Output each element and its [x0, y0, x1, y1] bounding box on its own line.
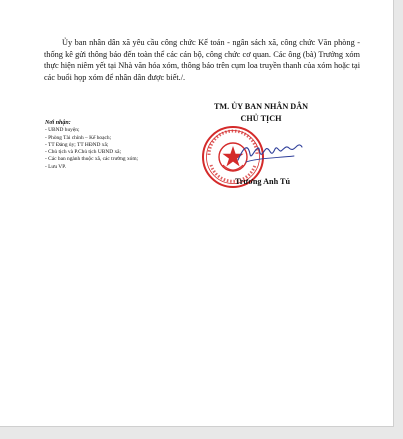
handwritten-signature-icon [236, 136, 304, 168]
signature-title [205, 101, 317, 124]
recipient-item: - Lưu VP. [45, 163, 66, 170]
recipient-item: - Các ban ngành thuộc xã, các trường xóm; [45, 156, 139, 163]
signer-name: Trương Anh Tú [234, 177, 291, 186]
recipient-item: - Chủ tịch và P.Chủ tịch UBND xã; [45, 149, 122, 156]
recipients-heading: Nơi nhận: [45, 120, 71, 126]
signature-title-line2: CHỦ TỊCH [240, 113, 282, 123]
recipient-item: - TT Đảng ủy; TT HĐND xã; [45, 141, 109, 148]
body-paragraph: Ủy ban nhân dân xã yêu cầu công chức Kế toán - ngân sách xã, công chức Văn phòng - thống kê gửi thông báo đến toàn thể các cán bộ, công chức cơ quan. Các ông (bà) Trưởng xóm thực hiện niêm yết tại Nhà văn hóa xóm, thông báo trên cụm loa truyền thanh của xóm hoặc tại các buổi họp xóm để nhân dân được biết./. [44, 38, 360, 82]
recipient-item: - Phòng Tài chính – Kế hoạch; [45, 134, 112, 141]
recipient-item: - UBND huyện; [45, 127, 80, 134]
signature-title-line1: TM. ỦY BAN NHÂN DÂN [213, 102, 309, 111]
recipients-block [45, 120, 195, 171]
